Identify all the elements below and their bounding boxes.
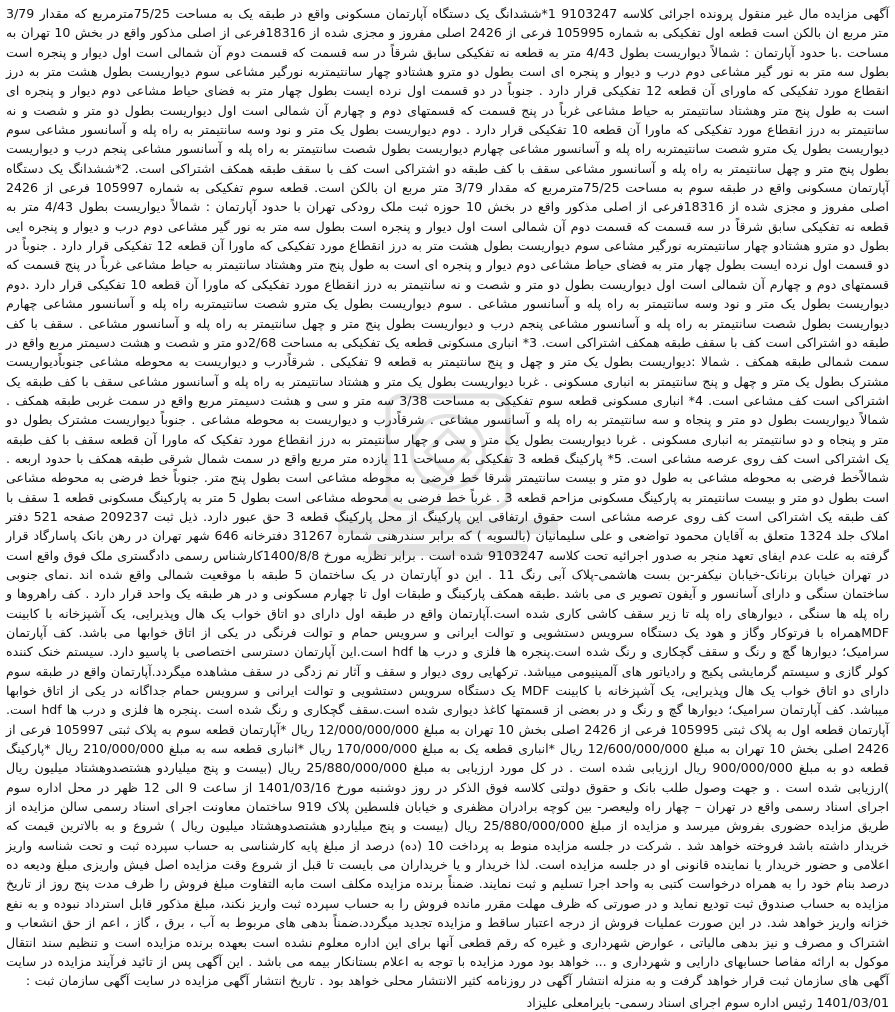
signature-line <box>6 993 889 1012</box>
auction-notice-text: آگهی مزایده مال غیر منقول پرونده اجرائی کلاسه 9103247 1*ششدانگ یک دستگاه آپارتمان مسکونی واقع در طبقه یک به مساحت 75/25مترمربع که مقدار 3/79 متر مربع ان بالکن است قطعه اول تفکیکی به شماره 105995 فرعی از 2426 اصلی مفروز و مجزی شده از 18316فرعی از اصلی مذکور واقع در بخش 10 تهران به مساحت .با حدود آپارتمان : شمالاً دیواریست بطول 4/43 متر به قطعه نه تفکیکی سابق شرقاً در سه قسمت که قسمت دوم آن شمالی است اول دیوار و پنجره است بطول سه متر به نور گیر مشاعی دوم درب و دیوار و پنجره ای است بطول دو مترو هشتادو چهار سانتیمتربه نورگیر مشاعی سوم دیواریست بطول هشت متر به درز انقطاع مورد تفکیکی که ماورای آن قطعه 12 تفکیکی قرار دارد . جنوباً در دو قسمت اول نرده ایست بطول چهار متر به فضای حیاط مشاعی دوم دیوار و پنجره ای است به طول پنج متر وهشتاد سانتیمتر به حیاط مشاعی غرباً در پنج قسمت که قسمتهای دوم و چهارم آن شمالی است اول دیواریست بطول دو متر و شصت و نه سانتیمتر به درز انقطاع مورد تفکیکی که ماورا آن قطعه 10 تفکیکی قرار دارد . دوم دیواریست بطول یک متر و نود وسه سانتیمتر به راه پله و آسانسور مشاعی سوم دیواریست بطول یک مترو شصت سانتیمتربه راه پله و آسانسور مشاعی چهارم دیواریست بطول شصت سانتیمتر به راه پله و آسانسور مشاعی پنجم درب و دیواریست بطول پنج متر و چهل سانتیمتر به راه پله و آسانسور مشاعی سقف با کف طبقه دو اشتراکی است کف با سقف طبقه همکف اشتراکی است. 2*ششدانگ یک دستگاه آپارتمان مسکونی واقع در طبقه سوم به مساحت 75/25مترمربع که مقدار 3/79 متر مربع ان بالکن است. قطعه سوم تفکیکی به شماره 105997 فرعی از 2426 اصلی مفروز و مجزی شده از 18316فرعی از اصلی مذکور واقع در بخش 10 حوزه ثبت ملک رودکی تهران با حدود آپارتمان : شمالاً دیواریست بطول 4/43 متر به قطعه نه تفکیکی سابق شرقاً در سه قسمت که قسمت دوم آن شمالی است اول دیوار و پنجره است بطول سه متر به نور گیر مشاعی دوم درب و دیوار و پنجره ایی بطول دو مترو هشتادو چهار سانتیمتربه نورگیر مشاعی سوم دیواریست بطول هشت متر به درز انقطاع مورد تفکیکی که ماورا آن قطعه 12 تفکیکی قرار دارد . جنوباً در دو قسمت اول نرده ایست بطول چهار متر به فضای حیاط مشاعی دوم دیوار و پنجره ای است به طول پنج متر وهشتاد سانتیمتر به حیاط مشاعی غرباً در پنج قسمت که قسمتهای دوم و چهارم آن شمالی است اول دیواریست بطول دو متر و شصت و نه سانتیمتر به درز انقطاع مورد تفکیکی که ماورا آن قطعه 10 تفکیکی قرار دارد .دوم دیواریست بطول یک متر و نود وسه سانتیمتر به راه پله و آسانسور مشاعی . سوم دیواریست بطول یک مترو شصت سانتیمتربه راه پله و آسانسور مشاعی چهارم دیواریست بطول شصت سانتیمتر به راه پله و آسانسور مشاعی پنجم درب و دیواریست بطول پنج متر و چهل سانتیمتر به راه پله و آسانسور مشاعی . سقف با کف طبقه دو اشتراکی است کف با سقف طبقه همکف اشتراکی است. 3* انباری مسکونی قطعه یک تفکیکی به مساحت 2/68دو متر و شصت و هشت دسیمتر مربع واقع در سمت شمالی طبقه همکف . شمالا :دیواریست بطول یک متر و چهل و پنج سانتیمتر به قطعه 9 تفکیکی . شرقاًدرب و دیواریست به محوطه مشاعی جنوباًدیواریست مشترک بطول یک متر و چهل و پنج سانتیمتر به انباری مسکونی . غربا دیواریست بطول یک متر و هشتاد سانتیمتر به راه پله و آسانسور مشاعی سقف با کف طبقه یک اشتراکی است کف مشاعی است. 4* انباری مسکونی قطعه سوم تفکیکی به مساحت 3/38 سه متر و سی و هشت دسیمتر مربع واقع در سمت غربی طبقه همکف . شمالاً دیواریست بطول دو متر و پنجاه و سه سانتیمتر به راه پله و آسانسور مشاعی . شرقاًدرب و دیواریست به محوطه مشاعی . جنوباً دیواریست مشترک بطول دو متر و پنجاه و دو سانتیمتر به انباری مسکونی . غربا دیواریست بطول یک متر و سی و چهار سانتیمتر به درز انقطاع مورد تفکیک که ماورا آن قطعه سقف با کف طبقه یک اشتراکی است کف روی عرصه مشاعی است. 5* پارکینگ قطعه 3 تفکیکی به مساحت 11 یازده متر مربع واقع در سمت شمال شرقی طبقه همکف با حدود اربعه . شمالاًخط فرضی به محوطه مشاعی به طول دو متر و بیست سانتیمتر شرقا خط فرضی به محوطه مشاعی است بطول پنج متر. جنوباً خط فرضی به محوطه مشاعی است بطول دو متر و بیست سانتیمتر به پارکینگ مسکونی مزاحم قطعه 3 . غرباً خط فرضی به محوطه مشاعی است بطول 5 متر به پارکینگ مسکونی قطعه 1 سقف با کف طبقه یک اشتراکی است کف روی عرصه مشاعی است حقوق ارتفاقی این پارکینگ از محل پارکینگ قطعه 3 حق عبور دارد. ذیل ثبت 209237 صفحه 521 دفتر املاک جلد 1324 متعلق به آقایان محمود تواضعی و علی سلیمانیان (بالسویه ) که برابر سندرهنی شماره 31267 دفترخانه 646 شهر تهران در رهن بانک پاسارگاد قرار گرفته به علت عدم ایفای تعهد منجر به صدور اجرائیه تحت کلاسه 9103247 شده است . برابر نظریه مورخ 1400/8/8کارشناس رسمی دادگستری ملک فوق واقع است در تهران خیابان برنانک-خیابان نیکفر-بن بست هاشمی-پلاک آبی رنگ 11 . این دو آپارتمان در یک ساختمان 5 طبقه با موقعیت شمالی واقع شده اند .نمای جنوبی ساختمان سنگی و دارای آسانسور و آیفون تصویر ی می باشد .طبقه همکف پارکینگ و طبقات اول تا چهارم مسکونی و در هر طبقه یک واحد قرار دارد . کف راهروها و راه پله ها سنگی ، دیوارهای راه پله تا زیر سقف کاشی کاری شده است.آپارتمان واقع در طبقه اول دارای دو اتاق خواب یک هال وپذیرایی، یک آشپزخانه با کابینت MDFهمراه با فرتوکار وگاز و هود یک دستگاه سرویس دستشویی و توالت ایرانی و سرویس حمام و توالت فرنگی در یکی از اتاق خوابها می باشد. کف آپارتمان سرامیک؛ دیوارها گچ و رنگ و سقف گچکاری و رنگ شده است.پنجره ها فلزی و درب ها hdf است.این آپارتمان دسترسی اختصاصی با پاسیو دارد. سیستم خنک کننده کولر گازی و سیستم گرمایشی پکیج و رادیاتور های آلمینیومی میباشد. ترکهایی روی دیوار و سقف و آثار نم زدگی در سقف مشاهده میگردد.آپارتمان واقع در طبقه سوم دارای دو اتاق خواب یک هال وپذیرایی، یک آشپزخانه با کابینت MDF یک دستگاه سرویس دستشویی و توالت ایرانی و سرویس حمام جداگانه در یکی از اتاق خوابها میباشد. کف آپارتمان سرامیک؛ دیوارها گچ و رنگ و در بعضی از قسمتها کاغذ دیواری شده است.سقف گچکاری و رنگ شده است .پنجره ها فلزی و درب ها hdf است. آپارتمان قطعه اول به پلاک ثبتی 105995 فرعی از 2426 اصلی بخش 10 تهران به مبلغ 12/000/000/000 ریال *آپارتمان قطعه سوم به پلاک ثبتی 105997 فرعی از 2426 اصلی بخش 10 تهران به مبلغ 12/600/000/000 ریال *انباری قطعه یک به مبلغ 170/000/000 ریال *انباری قطعه سه به مبلغ 210/000/000 ریال *پارکینگ قطعه دو به مبلغ 900/000/000 ریال ارزیابی شده است . در کل مورد ارزیابی به مبلغ 25/880/000/000 ریال (بیست و پنج میلیاردو هشتصدوهشتاد میلیون ریال )ارزیابی شده است . و جهت وصول طلب بانک و حقوق دولتی کلاسه فوق الذکر در روز دوشنبه مورخ 1401/03/16 از ساعت 9 الی 12 ظهر در محل اداره سوم اجرای اسناد رسمی واقع در تهران – چهار راه ولیعصر- بین کوچه برادران مظفری و خیابان فلسطین پلاک 919 ساختمان معاونت اجرای اسناد رسمی سالن مزایده از طریق مزایده حضوری بفروش میرسد و مزایده از مبلغ 25/880/000/000 ریال (بیست و پنج میلیاردو هشتصدوهشتاد میلیون ریال ) شروع و به بالاترین قیمت که خریدار داشته باشد فروخته خواهد شد . شرکت در جلسه مزایده منوط به پرداخت 10 (ده) درصد از مبلغ پایه کارشناسی به حساب سپرده ثبت و تحت شناسه واریز اعلامی و حضور خریدار یا نماینده قانونی او در جلسه مزایده است. لذا خریدار و یا خریداران می بایست تا قبل از شروع وقت مزایده اصل فیش واریزی مبلغ ودیعه ده درصد بنام خود را به همراه درخواست کتبی به واحد اجرا تسلیم و ثبت نمایند. ضمناً برنده مزایده مکلف است مابه التفاوت مبلغ فروش را ظرف مدت پنج روز از تاریخ مزایده به حساب صندوق ثبت تودیع نماید و در صورتی که ظرف مهلت مقرر مانده فروش را به حساب سپرده ثبت واریز نکند، مبلغ مذکور قابل استرداد نبوده و به نفع خزانه واریز خواهد شد. در این صورت عملیات فروش از درجه اعتبار ساقط و مزایده تجدید میگردد.ضمناً بدهی های مربوط به آب ، برق ، گاز ، اعم از حق انشعاب و اشتراک و مصرف و نیز بدهی مالیاتی ، عوارض شهرداری و غیره که رقم قطعی آنها برای این اداره معلوم نشده است بعهده برنده مزایده است و تنظیم سند انتقال موکول به ارائه مفاصا حسابهای دارایی و شهرداری و ... خواهد بود مورد مزایده با توجه به اعلام بستانکار بیمه می باشد . این آگهی پس از تائید فرآیند مزایده در سایت آگهی های سازمان ثبت قرار خواهد گرفت و به منزله انتشار آگهی در روزنامه کثیر الانتشار محلی خواهد بود . تاریخ انتشار آگهی مزایده در سایت آگهی سازمان ثبت : <box>6 6 890 989</box>
publish-date: 1401/03/01 <box>816 994 889 1010</box>
signatory: رئیس اداره سوم اجرای اسناد رسمی- بایرامعلی علیزاد <box>526 994 813 1010</box>
